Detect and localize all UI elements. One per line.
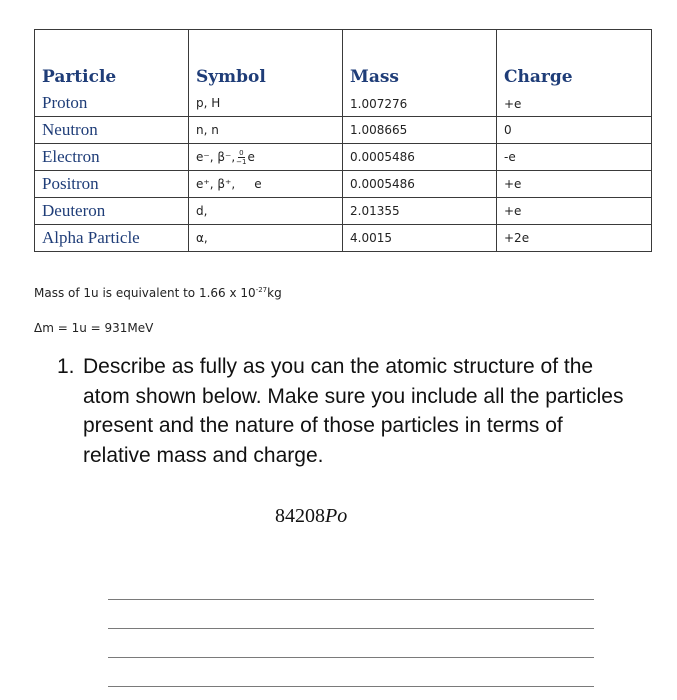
answer-line[interactable] bbox=[108, 599, 594, 600]
particle-charge: +e bbox=[497, 198, 652, 225]
fraction-denominator: −1 bbox=[236, 157, 247, 166]
symbol-fraction bbox=[236, 149, 246, 166]
particle-mass: 0.0005486 bbox=[343, 144, 497, 171]
particle-name: Positron bbox=[35, 171, 189, 198]
particle-mass: 1.008665 bbox=[343, 117, 497, 144]
particle-name: Proton bbox=[35, 90, 189, 117]
particle-name: Alpha Particle bbox=[35, 225, 189, 252]
particle-symbol: e⁺, β⁺, e bbox=[189, 171, 343, 198]
particle-symbol bbox=[189, 144, 343, 171]
energy-equivalence-note: Δm = 1u = 931MeV bbox=[34, 321, 154, 335]
particle-charge: +e bbox=[497, 171, 652, 198]
particle-mass: 4.0015 bbox=[343, 225, 497, 252]
table-header-row bbox=[35, 30, 652, 90]
mass-note-exponent: -27 bbox=[255, 286, 268, 294]
mass-note-unit: kg bbox=[267, 286, 282, 300]
table-row bbox=[35, 90, 652, 117]
header-symbol: Symbol bbox=[189, 30, 343, 90]
table-row bbox=[35, 225, 652, 252]
particle-symbol: α, bbox=[189, 225, 343, 252]
particle-charge: +2e bbox=[497, 225, 652, 252]
particle-name: Neutron bbox=[35, 117, 189, 144]
table-row bbox=[35, 198, 652, 225]
question-number: 1. bbox=[57, 355, 75, 378]
particle-mass: 1.007276 bbox=[343, 90, 497, 117]
particle-name: Electron bbox=[35, 144, 189, 171]
answer-line[interactable] bbox=[108, 628, 594, 629]
particle-mass: 2.01355 bbox=[343, 198, 497, 225]
nuclide-numbers: 84208 bbox=[275, 505, 325, 527]
mass-conversion-note bbox=[34, 286, 282, 300]
header-charge: Charge bbox=[497, 30, 652, 90]
answer-line[interactable] bbox=[108, 657, 594, 658]
symbol-prefix: e⁻, β⁻, bbox=[196, 149, 236, 164]
nuclide-expression bbox=[275, 505, 347, 528]
particle-mass: 0.0005486 bbox=[343, 171, 497, 198]
particle-symbol: d, bbox=[189, 198, 343, 225]
question-1 bbox=[57, 352, 627, 470]
fraction-numerator: 0 bbox=[239, 148, 244, 157]
particle-symbol: n, n bbox=[189, 117, 343, 144]
table-row bbox=[35, 171, 652, 198]
particle-charge: +e bbox=[497, 90, 652, 117]
mass-note-text: Mass of 1u is equivalent to 1.66 x 10 bbox=[34, 286, 256, 300]
question-text: Describe as fully as you can the atomic structure of the atom shown below. Make sure you include all the particles present and the nature of those particles in terms of relative mass and charge. bbox=[83, 355, 624, 467]
table-row bbox=[35, 144, 652, 171]
answer-line[interactable] bbox=[108, 686, 594, 687]
table-row bbox=[35, 117, 652, 144]
header-mass: Mass bbox=[343, 30, 497, 90]
particle-name: Deuteron bbox=[35, 198, 189, 225]
particle-charge: -e bbox=[497, 144, 652, 171]
particle-table bbox=[34, 29, 652, 252]
nuclide-symbol: Po bbox=[325, 505, 348, 527]
symbol-suffix: e bbox=[247, 149, 255, 164]
header-particle: Particle bbox=[35, 30, 189, 90]
particle-symbol: p, H bbox=[189, 90, 343, 117]
particle-charge: 0 bbox=[497, 117, 652, 144]
